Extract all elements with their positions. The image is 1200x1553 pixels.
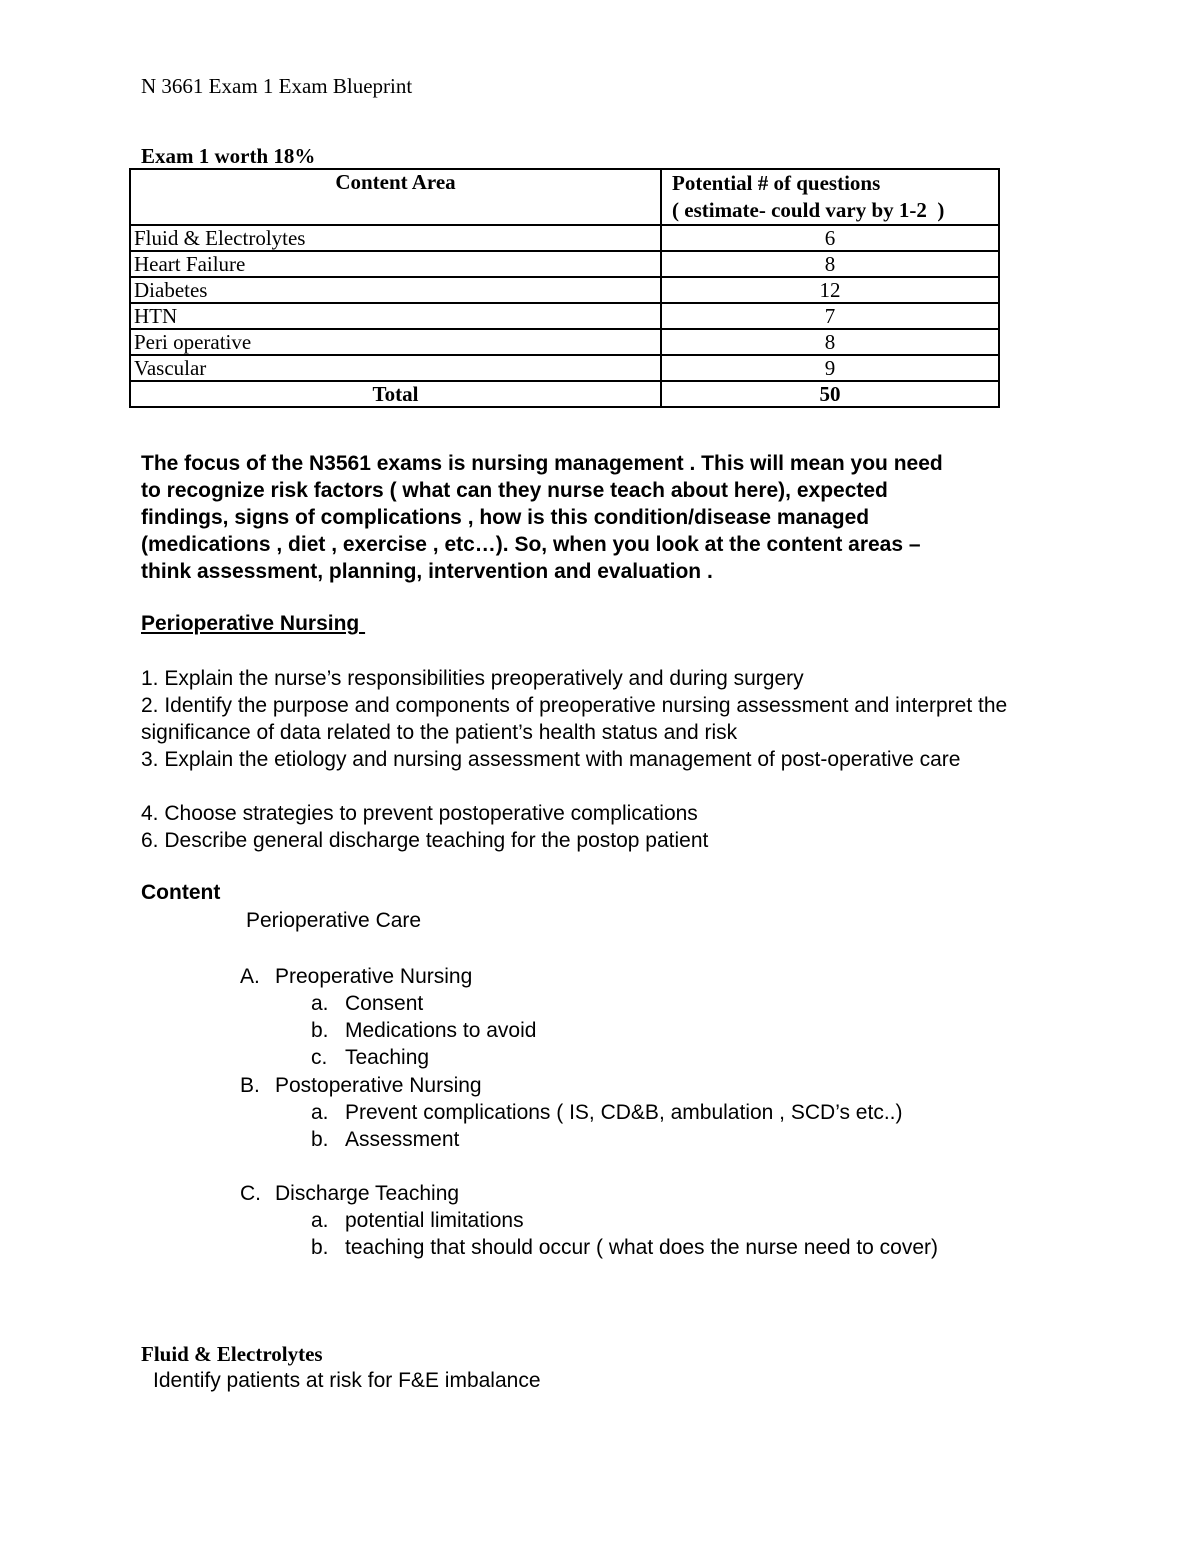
table-row [130, 225, 999, 251]
table-row [130, 329, 999, 355]
focus-paragraph [141, 450, 1056, 585]
list-item: Medications to avoid [345, 1019, 537, 1042]
content-area-cell: Vascular [130, 355, 661, 381]
total-value: 50 [661, 381, 999, 407]
section-marker: A. [240, 965, 260, 988]
focus-line: (medications , diet , exercise , etc…). So, when you look at the content areas – [141, 533, 921, 556]
content-subtitle: Perioperative Care [246, 909, 422, 932]
perioperative-heading: Perioperative Nursing [141, 612, 366, 635]
table-row [130, 251, 999, 277]
list-item: Teaching [345, 1046, 430, 1069]
table-row [130, 355, 999, 381]
list-item: Consent [345, 992, 424, 1015]
content-area-cell: HTN [130, 303, 661, 329]
table-total-row [130, 381, 999, 407]
document-title: N 3661 Exam 1 Exam Blueprint [141, 74, 413, 98]
objective-item: 4. Choose strategies to prevent postoperative complications [141, 802, 698, 825]
question-count-cell: 8 [661, 329, 999, 355]
content-area-cell: Heart Failure [130, 251, 661, 277]
section-label: Postoperative Nursing [275, 1074, 482, 1097]
item-marker: b. [311, 1128, 329, 1151]
objective-item: 1. Explain the nurse’s responsibilities preoperatively and during surgery [141, 667, 804, 690]
item-marker: a. [311, 1209, 329, 1232]
table-row [130, 277, 999, 303]
focus-line: findings, signs of complications , how is this condition/disease managed [141, 506, 870, 529]
content-heading: Content [141, 881, 221, 904]
question-count-header-line2: ( estimate- could vary by 1-2 ) [672, 198, 945, 222]
column-header-content-area: Content Area [130, 169, 661, 225]
section-label: Preoperative Nursing [275, 965, 473, 988]
list-item: teaching that should occur ( what does the nurse need to cover) [345, 1236, 939, 1259]
exam-blueprint-table [129, 168, 1000, 408]
list-item: Assessment [345, 1128, 460, 1151]
objective-item: 2. Identify the purpose and components of preoperative nursing assessment and interpret the significance of data related to the patient’s health status and risk [141, 694, 1008, 744]
exam-weight: Exam 1 worth 18% [141, 144, 316, 168]
question-count-cell: 9 [661, 355, 999, 381]
question-count-cell: 12 [661, 277, 999, 303]
item-marker: a. [311, 1101, 329, 1124]
list-item: Prevent complications ( IS, CD&B, ambulation , SCD’s etc..) [345, 1101, 903, 1124]
content-area-cell: Diabetes [130, 277, 661, 303]
question-count-cell: 8 [661, 251, 999, 277]
fluid-electrolytes-objective: Identify patients at risk for F&E imbalance [153, 1369, 541, 1392]
table-row [130, 303, 999, 329]
item-marker: a. [311, 992, 329, 1015]
item-marker: b. [311, 1019, 329, 1042]
objective-item: 6. Describe general discharge teaching for the postop patient [141, 829, 709, 852]
column-header-question-count [661, 169, 999, 225]
item-marker: c. [311, 1046, 328, 1069]
list-item: potential limitations [345, 1209, 524, 1232]
focus-line: think assessment, planning, intervention and evaluation . [141, 560, 713, 583]
item-marker: b. [311, 1236, 329, 1259]
table-header-row [130, 169, 999, 225]
total-label: Total [130, 381, 661, 407]
content-area-cell: Peri operative [130, 329, 661, 355]
section-label: Discharge Teaching [275, 1182, 460, 1205]
question-count-cell: 6 [661, 225, 999, 251]
focus-line: The focus of the N3561 exams is nursing management . This will mean you need [141, 452, 943, 475]
question-count-header-line1: Potential # of questions [672, 171, 881, 195]
objective-item: 3. Explain the etiology and nursing assessment with management of post-operative care [141, 748, 961, 771]
section-marker: C. [240, 1182, 261, 1205]
focus-line: to recognize risk factors ( what can they nurse teach about here), expected [141, 479, 888, 502]
fluid-electrolytes-heading: Fluid & Electrolytes [141, 1342, 323, 1366]
content-area-cell: Fluid & Electrolytes [130, 225, 661, 251]
section-marker: B. [240, 1074, 260, 1097]
question-count-cell: 7 [661, 303, 999, 329]
